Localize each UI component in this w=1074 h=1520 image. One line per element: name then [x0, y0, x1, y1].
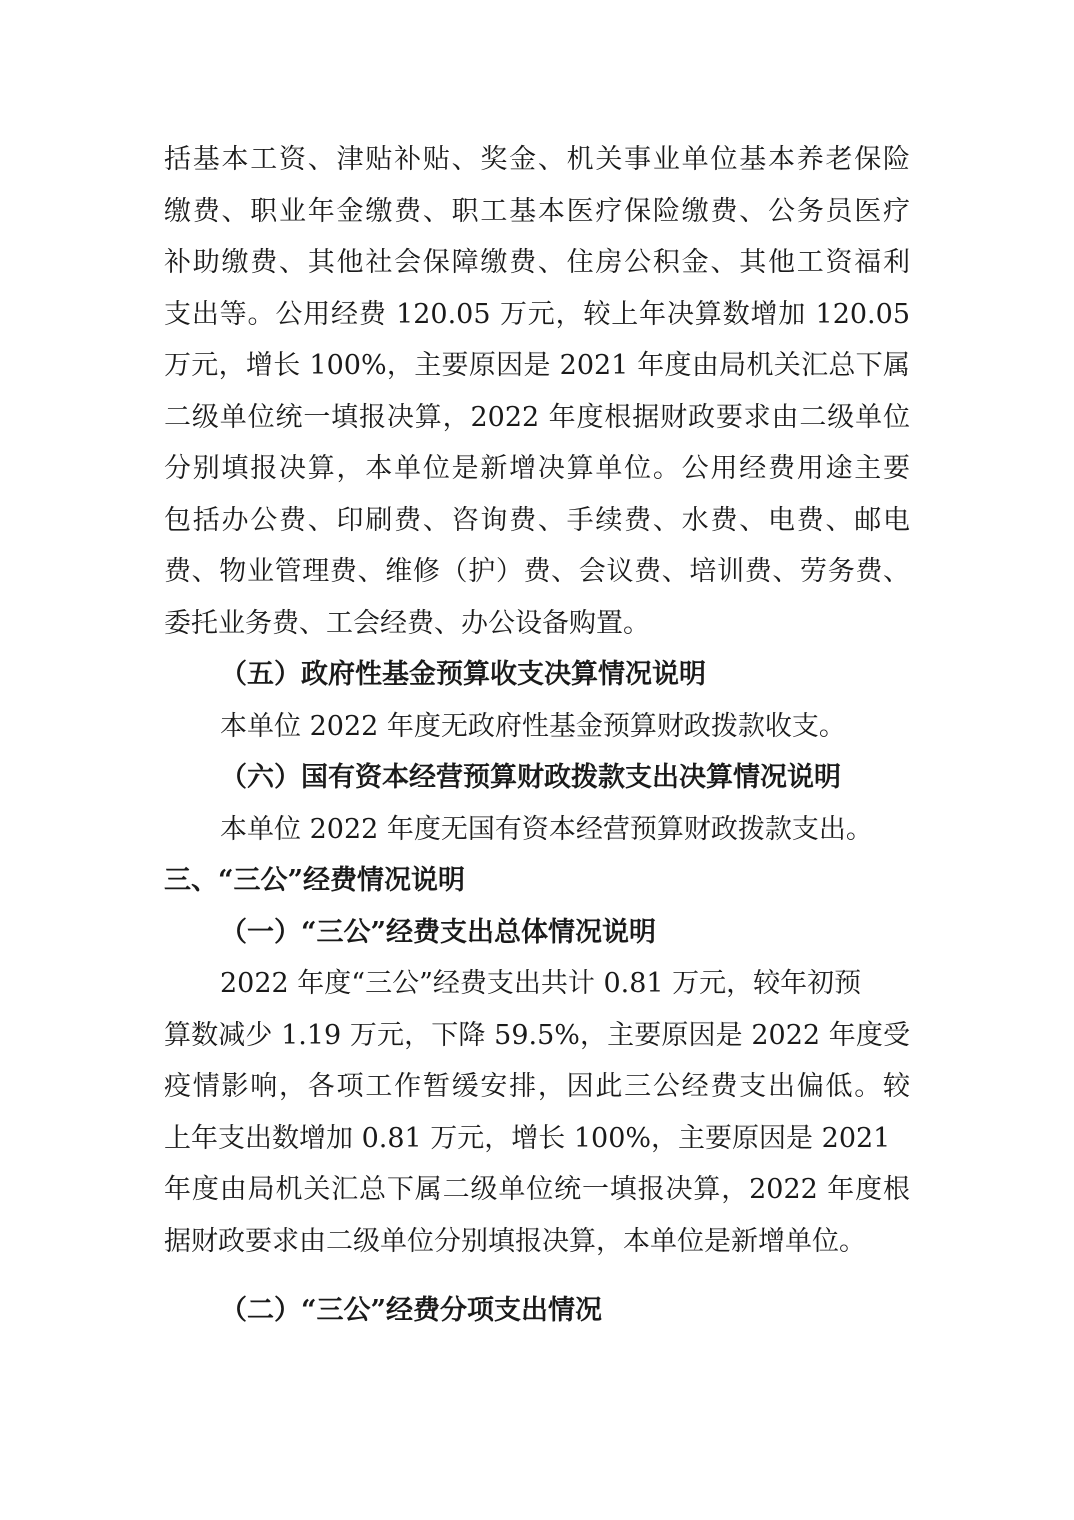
body-line: 分别填报决算，本单位是新增决算单位。公用经费用途主要 [164, 453, 910, 484]
body-line: 上年支出数增加 0.81 万元，增长 100%，主要原因是 2021 [164, 1123, 891, 1154]
subsection-heading-1: （一）“三公”经费支出总体情况说明 [220, 917, 657, 948]
body-line: 括基本工资、津贴补贴、奖金、机关事业单位基本养老保险 [164, 144, 910, 175]
body-line: 年度由局机关汇总下属二级单位统一填报决算，2022 年度根 [164, 1174, 910, 1205]
body-line: 缴费、职业年金缴费、职工基本医疗保险缴费、公务员医疗 [164, 196, 910, 227]
subsection-heading-6: （六）国有资本经营预算财政拨款支出决算情况说明 [220, 762, 841, 793]
body-line: 补助缴费、其他社会保障缴费、住房公积金、其他工资福利 [164, 247, 910, 278]
body-line: 2022 年度“三公”经费支出共计 0.81 万元，较年初预 [220, 968, 862, 999]
body-line: 据财政要求由二级单位分别填报决算，本单位是新增单位。 [164, 1226, 866, 1257]
body-line: 委托业务费、工会经费、办公设备购置。 [164, 608, 650, 639]
body-line: 包括办公费、印刷费、咨询费、手续费、水费、电费、邮电 [164, 505, 910, 536]
section-heading-3: 三、“三公”经费情况说明 [164, 865, 466, 896]
body-line: 算数减少 1.19 万元，下降 59.5%，主要原因是 2022 年度受 [164, 1020, 910, 1051]
body-line: 本单位 2022 年度无国有资本经营预算财政拨款支出。 [220, 814, 873, 845]
body-line: 二级单位统一填报决算，2022 年度根据财政要求由二级单位 [164, 402, 910, 433]
subsection-heading-5: （五）政府性基金预算收支决算情况说明 [220, 659, 706, 690]
body-line: 疫情影响，各项工作暂缓安排，因此三公经费支出偏低。较 [164, 1071, 910, 1102]
subsection-heading-2: （二）“三公”经费分项支出情况 [220, 1295, 603, 1326]
body-line: 万元，增长 100%，主要原因是 2021 年度由局机关汇总下属 [164, 350, 910, 381]
body-line: 费、物业管理费、维修（护）费、会议费、培训费、劳务费、 [164, 556, 910, 587]
body-line: 支出等。公用经费 120.05 万元，较上年决算数增加 120.05 [164, 299, 910, 330]
body-line: 本单位 2022 年度无政府性基金预算财政拨款收支。 [220, 711, 846, 742]
